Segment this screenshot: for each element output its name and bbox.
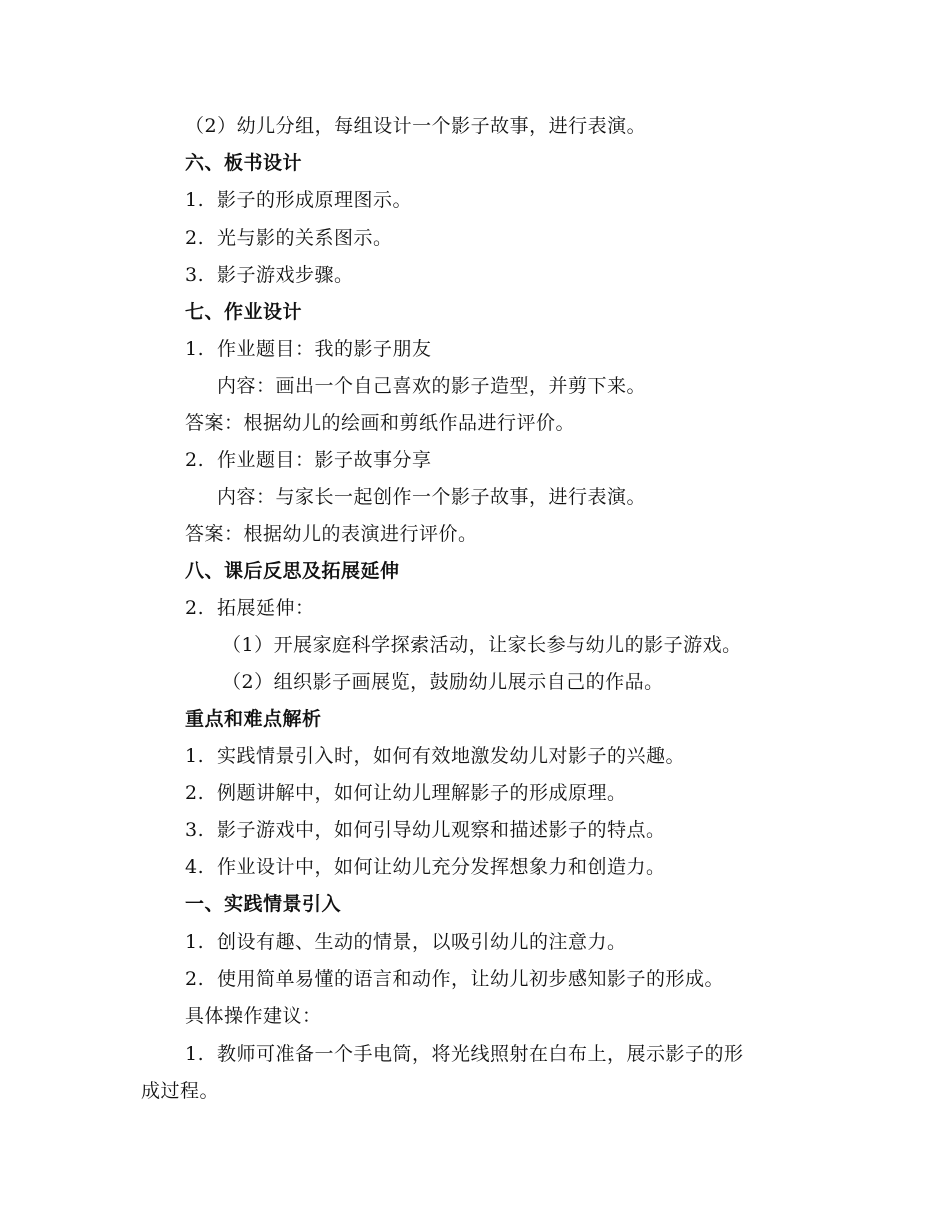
list-text: 作业题目：影子故事分享 (217, 449, 432, 471)
list-item (185, 335, 432, 363)
list-item (185, 853, 666, 881)
list-item (185, 965, 724, 993)
list-item (185, 816, 666, 844)
homework-content: 内容：与家长一起创作一个影子故事，进行表演。 (217, 486, 647, 508)
extension-item: （1）开展家庭科学探索活动，让家长参与幼儿的影子游戏。 (222, 634, 742, 656)
list-number: 2. (185, 597, 205, 619)
section-heading-blackboard-design: 六、板书设计 (185, 152, 303, 174)
list-text: 作业设计中，如何让幼儿充分发挥想象力和创造力。 (217, 856, 666, 878)
list-text: 使用简单易懂的语言和动作，让幼儿初步感知影子的形成。 (217, 968, 725, 990)
list-text: 作业题目：我的影子朋友 (217, 338, 432, 360)
list-item (185, 261, 354, 289)
list-number: 1. (185, 1043, 205, 1065)
homework-answer: 答案：根据幼儿的表演进行评价。 (185, 523, 478, 545)
homework-answer: 答案：根据幼儿的绘画和剪纸作品进行评价。 (185, 412, 576, 434)
list-item (185, 742, 685, 770)
list-text: 例题讲解中，如何让幼儿理解影子的形成原理。 (217, 782, 627, 804)
homework-content: 内容：画出一个自己喜欢的影子造型，并剪下来。 (217, 375, 647, 397)
list-text: 光与影的关系图示。 (217, 227, 393, 249)
list-number: 1. (185, 931, 205, 953)
list-number: 3. (185, 819, 205, 841)
list-item-continuation: 成过程。 (141, 1080, 220, 1102)
list-number: 3. (185, 264, 205, 286)
list-text: 影子游戏中，如何引导幼儿观察和描述影子的特点。 (217, 819, 666, 841)
section-heading-reflection-extension: 八、课后反思及拓展延伸 (185, 560, 400, 582)
extension-item: （2）组织影子画展览，鼓励幼儿展示自己的作品。 (222, 671, 664, 693)
list-item (185, 594, 315, 622)
section-heading-homework-design: 七、作业设计 (185, 301, 303, 323)
list-number: 2. (185, 449, 205, 471)
list-text: 影子的形成原理图示。 (217, 189, 413, 211)
list-item (185, 779, 627, 807)
paragraph-group-performance: （2）幼儿分组，每组设计一个影子故事，进行表演。 (185, 115, 647, 137)
list-number: 2. (185, 782, 205, 804)
list-number: 4. (185, 856, 205, 878)
list-number: 1. (185, 745, 205, 767)
list-text: 实践情景引入时，如何有效地激发幼儿对影子的兴趣。 (217, 745, 686, 767)
list-item (185, 186, 412, 214)
list-item (185, 446, 432, 474)
list-item (185, 928, 627, 956)
list-item (185, 224, 393, 252)
section-heading-key-difficult-points: 重点和难点解析 (185, 708, 322, 730)
list-number: 2. (185, 227, 205, 249)
list-text: 教师可准备一个手电筒，将光线照射在白布上，展示影子的形 (217, 1043, 744, 1065)
list-text: 创设有趣、生动的情景，以吸引幼儿的注意力。 (217, 931, 627, 953)
list-number: 2. (185, 968, 205, 990)
operation-suggestions-label: 具体操作建议： (185, 1005, 322, 1027)
list-item (185, 1040, 744, 1068)
list-number: 1. (185, 338, 205, 360)
list-number: 1. (185, 189, 205, 211)
section-heading-practice-intro: 一、实践情景引入 (185, 893, 342, 915)
list-text: 拓展延伸： (217, 597, 315, 619)
list-text: 影子游戏步骤。 (217, 264, 354, 286)
